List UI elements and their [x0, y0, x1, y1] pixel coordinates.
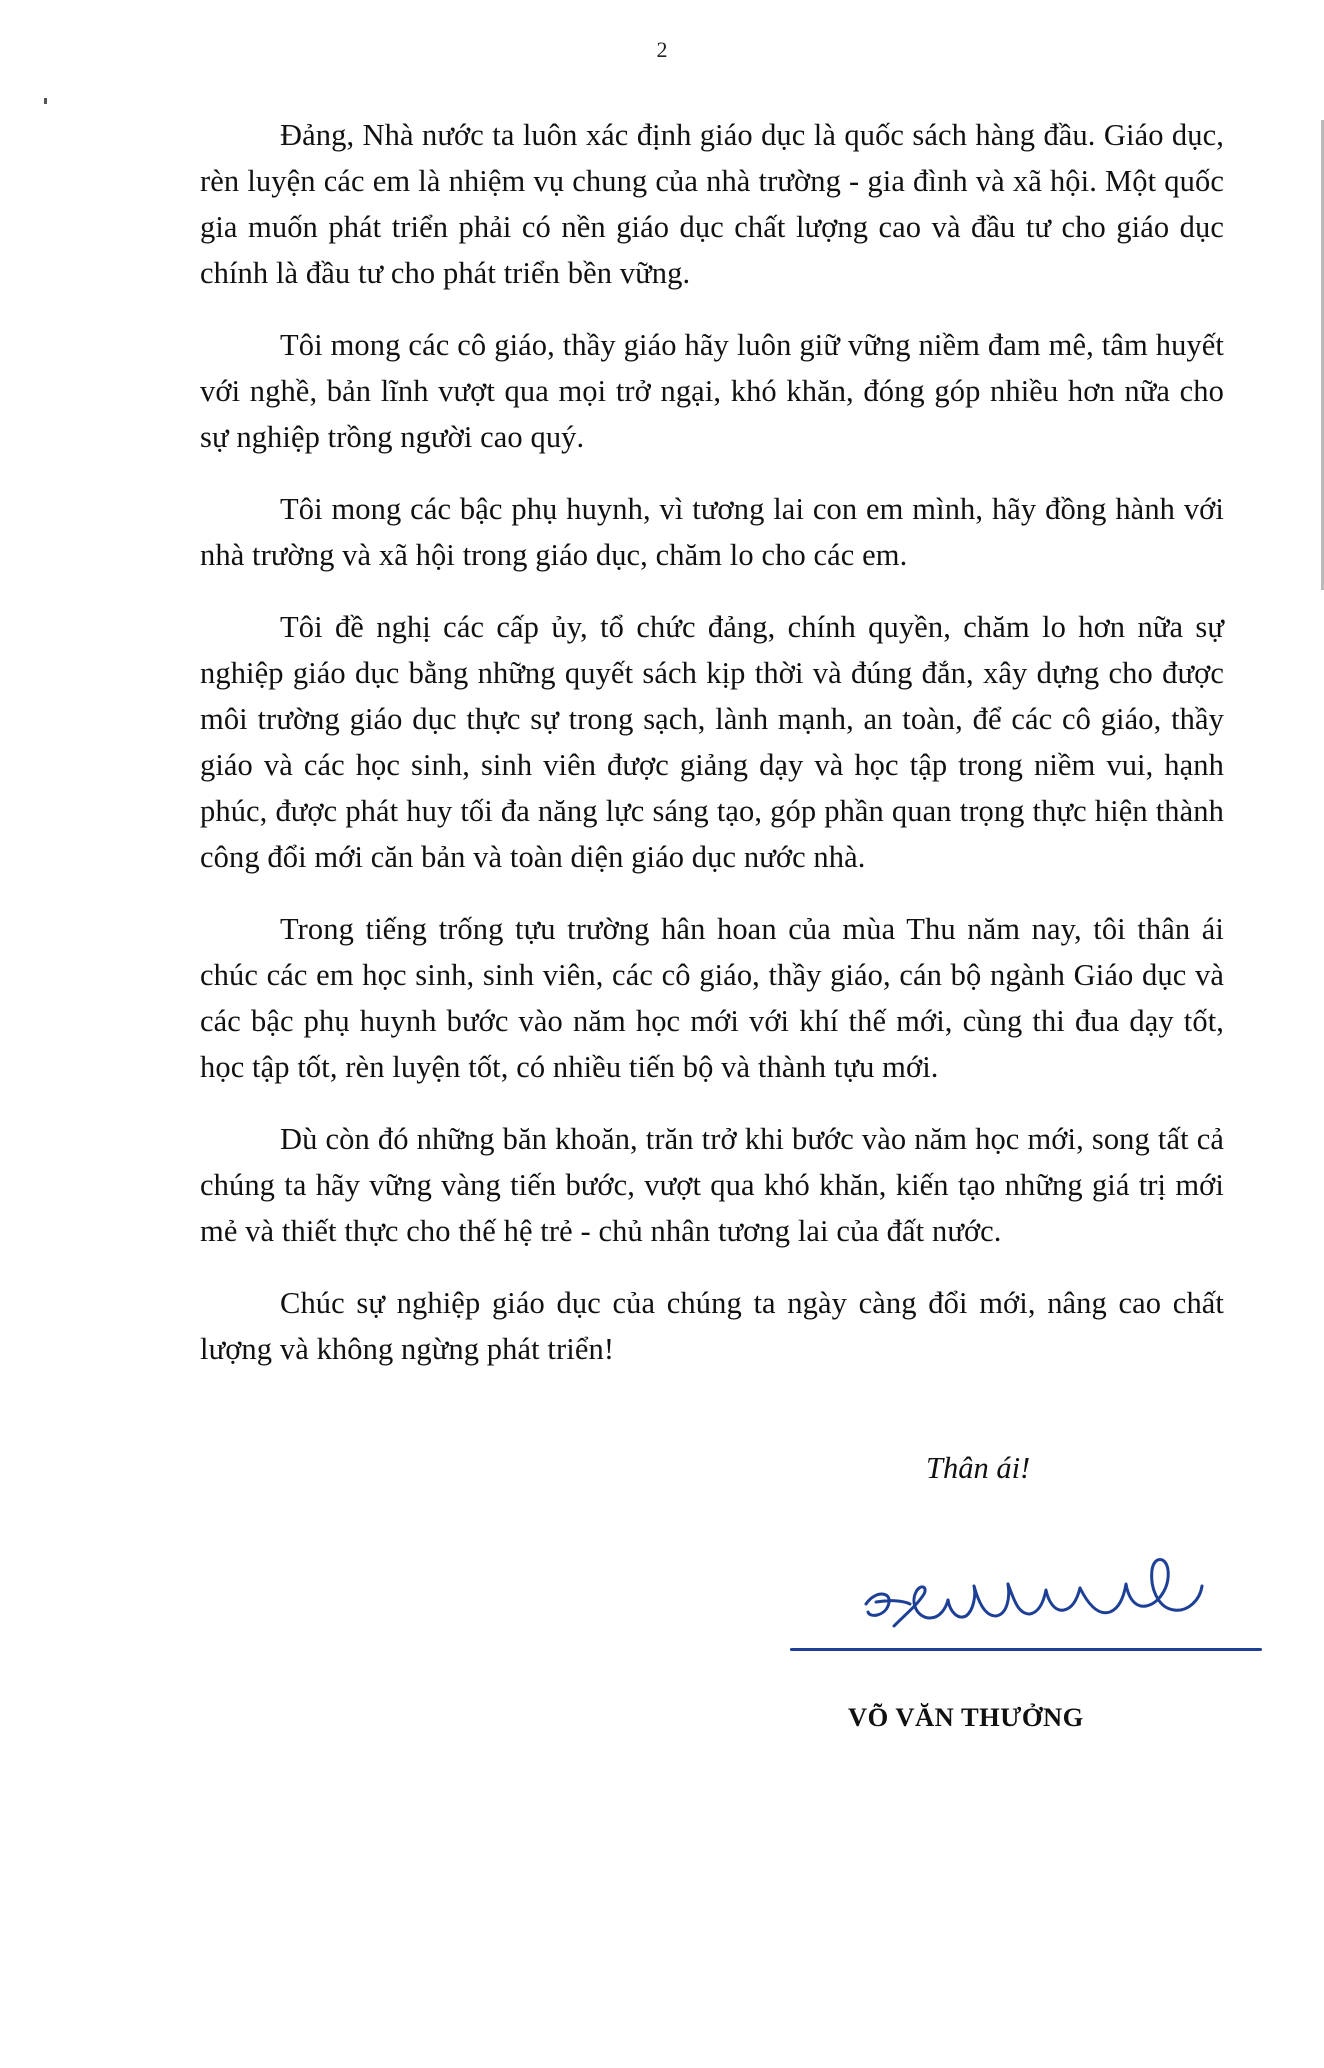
paragraph-7: Chúc sự nghiệp giáo dục của chúng ta ngày càng đổi mới, nâng cao chất lượng và không ngừng phát triển! — [200, 1286, 1224, 1366]
signer-name: VÕ VĂN THƯỞNG — [848, 1702, 1084, 1732]
paragraph-6: Dù còn đó những băn khoăn, trăn trở khi bước vào năm học mới, song tất cả chúng ta hãy vững vàng tiến bước, vượt qua khó khăn, kiến tạo những giá trị mới mẻ và thiết thực cho thế hệ trẻ - chủ nhân tương lai của đất nước. — [200, 1122, 1224, 1248]
signature-underline — [790, 1648, 1262, 1651]
handwritten-signature — [858, 1534, 1218, 1654]
closing-salutation: Thân ái! — [926, 1451, 1031, 1485]
paragraph-2: Tôi mong các cô giáo, thầy giáo hãy luôn giữ vững niềm đam mê, tâm huyết với nghề, bản lĩnh vượt qua mọi trở ngại, khó khăn, đóng góp nhiều hơn nữa cho sự nghiệp trồng người cao quý. — [200, 328, 1224, 454]
page-number: 2 — [656, 37, 668, 62]
paragraph-3: Tôi mong các bậc phụ huynh, vì tương lai con em mình, hãy đồng hành với nhà trường và xã hội trong giáo dục, chăm lo cho các em. — [200, 492, 1224, 572]
scan-dust-mark — [44, 98, 47, 104]
letter-body — [200, 112, 1224, 1398]
paragraph-5: Trong tiếng trống tựu trường hân hoan của mùa Thu năm nay, tôi thân ái chúc các em học sinh, sinh viên, các cô giáo, thầy giáo, cán bộ ngành Giáo dục và các bậc phụ huynh bước vào năm học mới với khí thế mới, cùng thi đua dạy tốt, học tập tốt, rèn luyện tốt, có nhiều tiến bộ và thành tựu mới. — [200, 912, 1224, 1084]
paragraph-4: Tôi đề nghị các cấp ủy, tổ chức đảng, chính quyền, chăm lo hơn nữa sự nghiệp giáo dục bằng những quyết sách kịp thời và đúng đắn, xây dựng cho được môi trường giáo dục thực sự trong sạch, lành mạnh, an toàn, để các cô giáo, thầy giáo và các học sinh, sinh viên được giảng dạy và học tập trong niềm vui, hạnh phúc, được phát huy tối đa năng lực sáng tạo, góp phần quan trọng thực hiện thành công đổi mới căn bản và toàn diện giáo dục nước nhà. — [200, 610, 1224, 874]
paragraph-1: Đảng, Nhà nước ta luôn xác định giáo dục là quốc sách hàng đầu. Giáo dục, rèn luyện các em là nhiệm vụ chung của nhà trường - gia đình và xã hội. Một quốc gia muốn phát triển phải có nền giáo dục chất lượng cao và đầu tư cho giáo dục chính là đầu tư cho phát triển bền vững. — [200, 118, 1224, 290]
